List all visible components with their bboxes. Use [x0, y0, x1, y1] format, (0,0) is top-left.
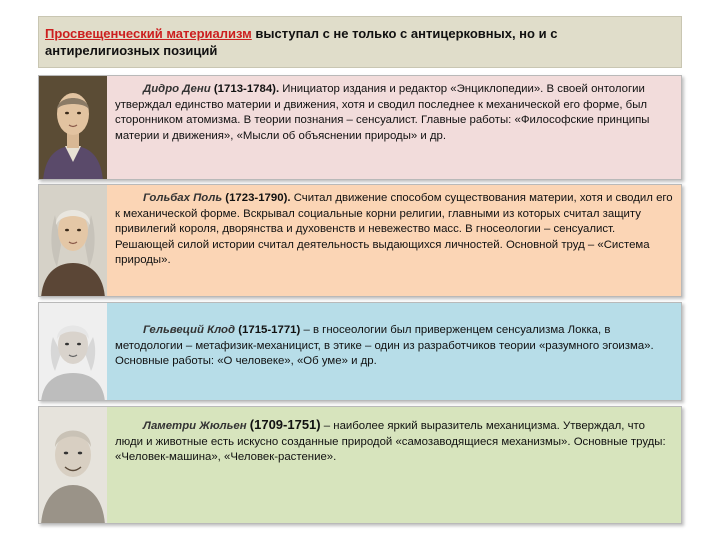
person-description: Инициатор издания и редактор «Энциклопедии». В своей онтологии утверждал единство материи и движения, хотя и сводил последнее к механической его форме, был сторонником атомизма. В теории познания – сенсуалист. Главные работы: «Философские принципы материи и движения», «Мысли об объяснении природы» и др. [115, 83, 650, 142]
person-dates: (1715-1771) [238, 324, 301, 336]
card-text-lamettrie [115, 417, 675, 466]
person-dates: (1723-1790). [225, 192, 291, 204]
card-text-diderot [115, 82, 675, 144]
card-lamettrie [38, 406, 682, 524]
card-helvetius [38, 302, 682, 401]
person-description: – в гносеологии был приверженцем сенсуализма Локка, в методологии – метафизик-механицист, в этике – один из разработчиков теории «разумного эгоизма». Основные работы: «О человеке», «Об уме» и др. [115, 324, 654, 368]
portrait-holbach [39, 185, 107, 296]
card-text-holbach [115, 191, 675, 269]
person-dates: (1709-1751) [249, 417, 321, 432]
slide-title [38, 16, 682, 68]
card-text-helvetius [115, 323, 675, 370]
portrait-helvetius [39, 303, 107, 400]
card-holbach [38, 184, 682, 297]
portrait-lamettrie [39, 407, 107, 523]
card-diderot [38, 75, 682, 180]
person-dates: (1713-1784). [213, 83, 280, 95]
portrait-diderot [39, 76, 107, 179]
title-highlight: Просвещенческий материализм [45, 26, 252, 41]
person-name: Гольбах Поль [143, 192, 223, 204]
person-name: Дидро Дени [143, 83, 211, 95]
person-description: – наиболее яркий выразитель механицизма. Утверждал, что люди и животные есть искусно созданные природой «самозаводящиеся механизмы». Основные труды: «Человек-машина», «Человек-растение». [115, 420, 666, 464]
person-description: Считал движение способом существования материи, хотя и сводил его к механической форме. Вскрывал социальные корни религии, главными из которых считал защиту привилегий короля, дворянства и духовенств и невежество масс. В гносеологии – сенсуалист. Решающей силой истории считал деятельность выдающихся личностей. Основной труд – «Система природы». [115, 192, 673, 267]
title-rest: выступал с не только с антицерковных, но и с антирелигиозных позиций [45, 26, 558, 58]
person-name: Ламетри Жюльен [143, 420, 247, 432]
person-name: Гельвеций Клод [143, 324, 236, 336]
